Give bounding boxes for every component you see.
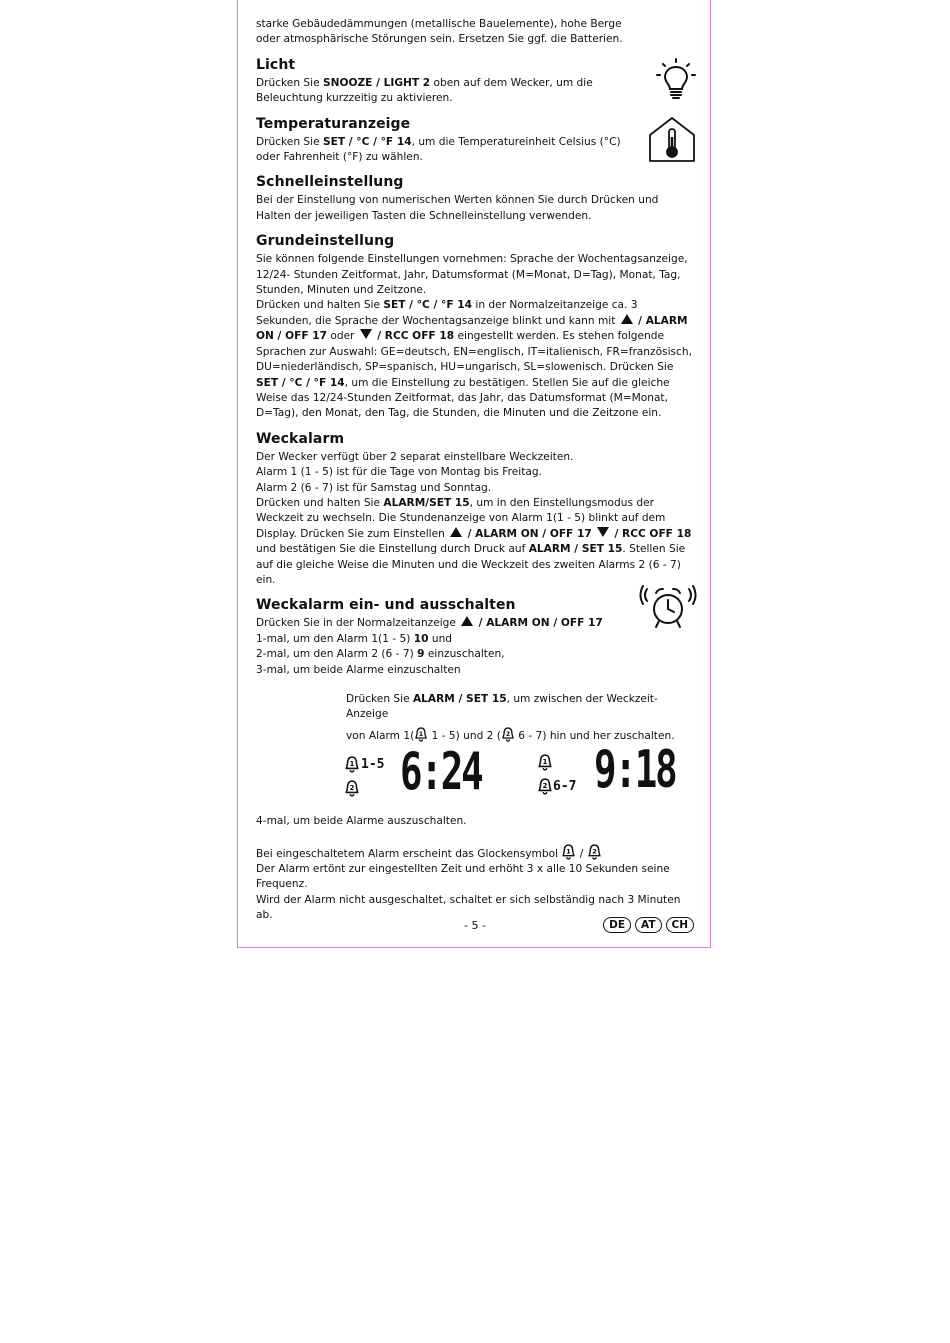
bell-1-icon — [414, 727, 428, 742]
lcd1-time: 6:24 — [400, 742, 482, 803]
svg-text:1: 1 — [349, 760, 355, 769]
svg-text:1: 1 — [566, 847, 572, 856]
weckalarm-line-3: Alarm 2 (6 - 7) ist für Samstag und Sonntag. — [256, 481, 492, 494]
einaus-line-2: 1-mal, um den Alarm 1(1 - 5) 10 und — [256, 632, 453, 645]
heading-temperatur: Temperaturanzeige — [256, 115, 411, 132]
bell-2-icon — [501, 727, 515, 742]
einaus-line-6: Bei eingeschaltetem Alarm erscheint das Glockensymbol 1 / 2 — [256, 844, 694, 862]
up-arrow-icon — [621, 314, 633, 324]
grund-text-2: Drücken und halten Sie SET / °C / °F 14 in der Normalzeitanzeige ca. 3 Sekunden, die Sprache der Wochentagsanzeige blinkt und kann mit / ALARM ON / OFF 17 oder / RCC OFF 18 eingestellt werden. Es stehen folgende Sprachen zur Auswahl: GE=deutsch, EN=englisch, IT=italienisch, FR=französisch, DU=niederländisch, SP=spanisch, HU=ungarisch, SL=slowenisch. Drücken Sie SET / °C / °F 14, um die Einstellung zu bestätigen. Stellen Sie auf die gleiche Weise das 12/24-Stunden Zeitformat, das Jahr, das Datumsformat (M=Monat, D=Tag), den Monat, den Tag, die Stunden, die Minuten und die Zeitzone ein. — [256, 299, 692, 420]
heading-licht: Licht — [256, 56, 296, 73]
heading-schnell: Schnelleinstellung — [256, 174, 404, 191]
badge-de: DE — [603, 917, 631, 933]
down-arrow-icon — [360, 329, 372, 339]
bell-1-icon — [561, 844, 576, 860]
grund-text-1: Sie können folgende Einstellungen vornehmen: Sprache der Wochentagsanzeige, 12/24- Stunden Zeitformat, Jahr, Datumsformat (M=Monat, D=Tag), Monat, Tag, Stunden, Minuten und Zeitzone. — [256, 253, 688, 297]
lcd-displays — [256, 740, 694, 812]
heading-grund: Grundeinstellung — [256, 233, 395, 250]
temperatur-text: Drücken Sie SET / °C / °F 14, um die Temperatureinheit Celsius (°C) oder Fahrenheit (°F) zu wählen. — [256, 135, 621, 164]
down-arrow-icon — [597, 527, 609, 537]
svg-text:1: 1 — [542, 758, 548, 767]
up-arrow-icon — [450, 527, 462, 537]
bell-2-icon — [537, 778, 553, 795]
manual-page — [237, 0, 711, 948]
page-footer — [238, 917, 712, 937]
heading-weckalarm: Weckalarm — [256, 430, 345, 447]
einaus-line-3: 2-mal, um den Alarm 2 (6 - 7) 9 einzuschalten, — [256, 648, 505, 661]
country-badges — [603, 917, 694, 933]
lcd1-range: 1-5 — [361, 757, 385, 773]
einaus-line-4: 3-mal, um beide Alarme einzuschalten — [256, 663, 461, 676]
lcd2-range: 6-7 — [553, 779, 577, 795]
bell-2-icon — [587, 844, 602, 860]
page-content — [256, 17, 694, 924]
page-number: - 5 - — [464, 919, 486, 932]
intro-text: starke Gebäudedämmungen (metallische Bauelemente), hohe Berge oder atmosphärische Störungen sein. Ersetzen Sie ggf. die Batterien. — [256, 18, 623, 46]
svg-text:1: 1 — [419, 730, 424, 738]
einaus-indent-2: von Alarm 1( 1 1 - 5) und 2 ( 2 6 - 7) hin und her zuschalten. — [346, 727, 694, 744]
lcd2-time: 9:18 — [594, 740, 676, 801]
svg-text:2: 2 — [591, 847, 597, 856]
svg-text:2: 2 — [505, 730, 511, 738]
bell-1-icon — [344, 756, 360, 773]
licht-text: Drücken Sie SNOOZE / LIGHT 2 oben auf dem Wecker, um die Beleuchtung kurzzeitig zu aktivieren. — [256, 76, 593, 105]
heading-einaus: Weckalarm ein- und ausschalten — [256, 597, 516, 614]
einaus-line-1: Drücken Sie in der Normalzeitanzeige / ALARM ON / OFF 17 — [256, 617, 603, 630]
einaus-line-8: Wird der Alarm nicht ausgeschaltet, schaltet er sich selbständig nach 3 Minuten ab. — [256, 893, 681, 922]
einaus-line-5: 4-mal, um beide Alarme auszuschalten. — [256, 815, 467, 828]
up-arrow-icon — [461, 616, 473, 626]
svg-text:2: 2 — [542, 782, 548, 791]
einaus-line-7: Der Alarm ertönt zur eingestellten Zeit und erhöht 3 x alle 10 Sekunden seine Frequenz. — [256, 863, 670, 891]
svg-text:2: 2 — [349, 784, 355, 793]
bell-1-icon — [537, 754, 553, 771]
einaus-indent-1: Drücken Sie ALARM / SET 15, um zwischen der Weckzeit-Anzeige — [346, 693, 658, 721]
weckalarm-line-2: Alarm 1 (1 - 5) ist für die Tage von Montag bis Freitag. — [256, 466, 542, 479]
weckalarm-text: Drücken und halten Sie ALARM/SET 15, um in den Einstellungsmodus der Weckzeit zu wechseln. Die Stundenanzeige von Alarm 1(1 - 5) blinkt auf dem Display. Drücken Sie zum Einstellen / ALARM ON / OFF 17 / RCC OFF 18 und bestätigen Sie die Einstellung durch Druck auf ALARM / SET 15. Stellen Sie auf die gleiche Weise die Minuten und die Weckzeit des zweiten Alarms 2 (6 - 7) ein. — [256, 496, 692, 586]
bell-2-icon — [344, 780, 360, 797]
badge-at: AT — [635, 917, 661, 933]
schnell-text: Bei der Einstellung von numerischen Werten können Sie durch Drücken und Halten der jeweiligen Tasten die Schnelleinstellung verwenden. — [256, 194, 659, 222]
weckalarm-line-1: Der Wecker verfügt über 2 separat einstellbare Weckzeiten. — [256, 450, 574, 463]
badge-ch: CH — [666, 917, 695, 933]
